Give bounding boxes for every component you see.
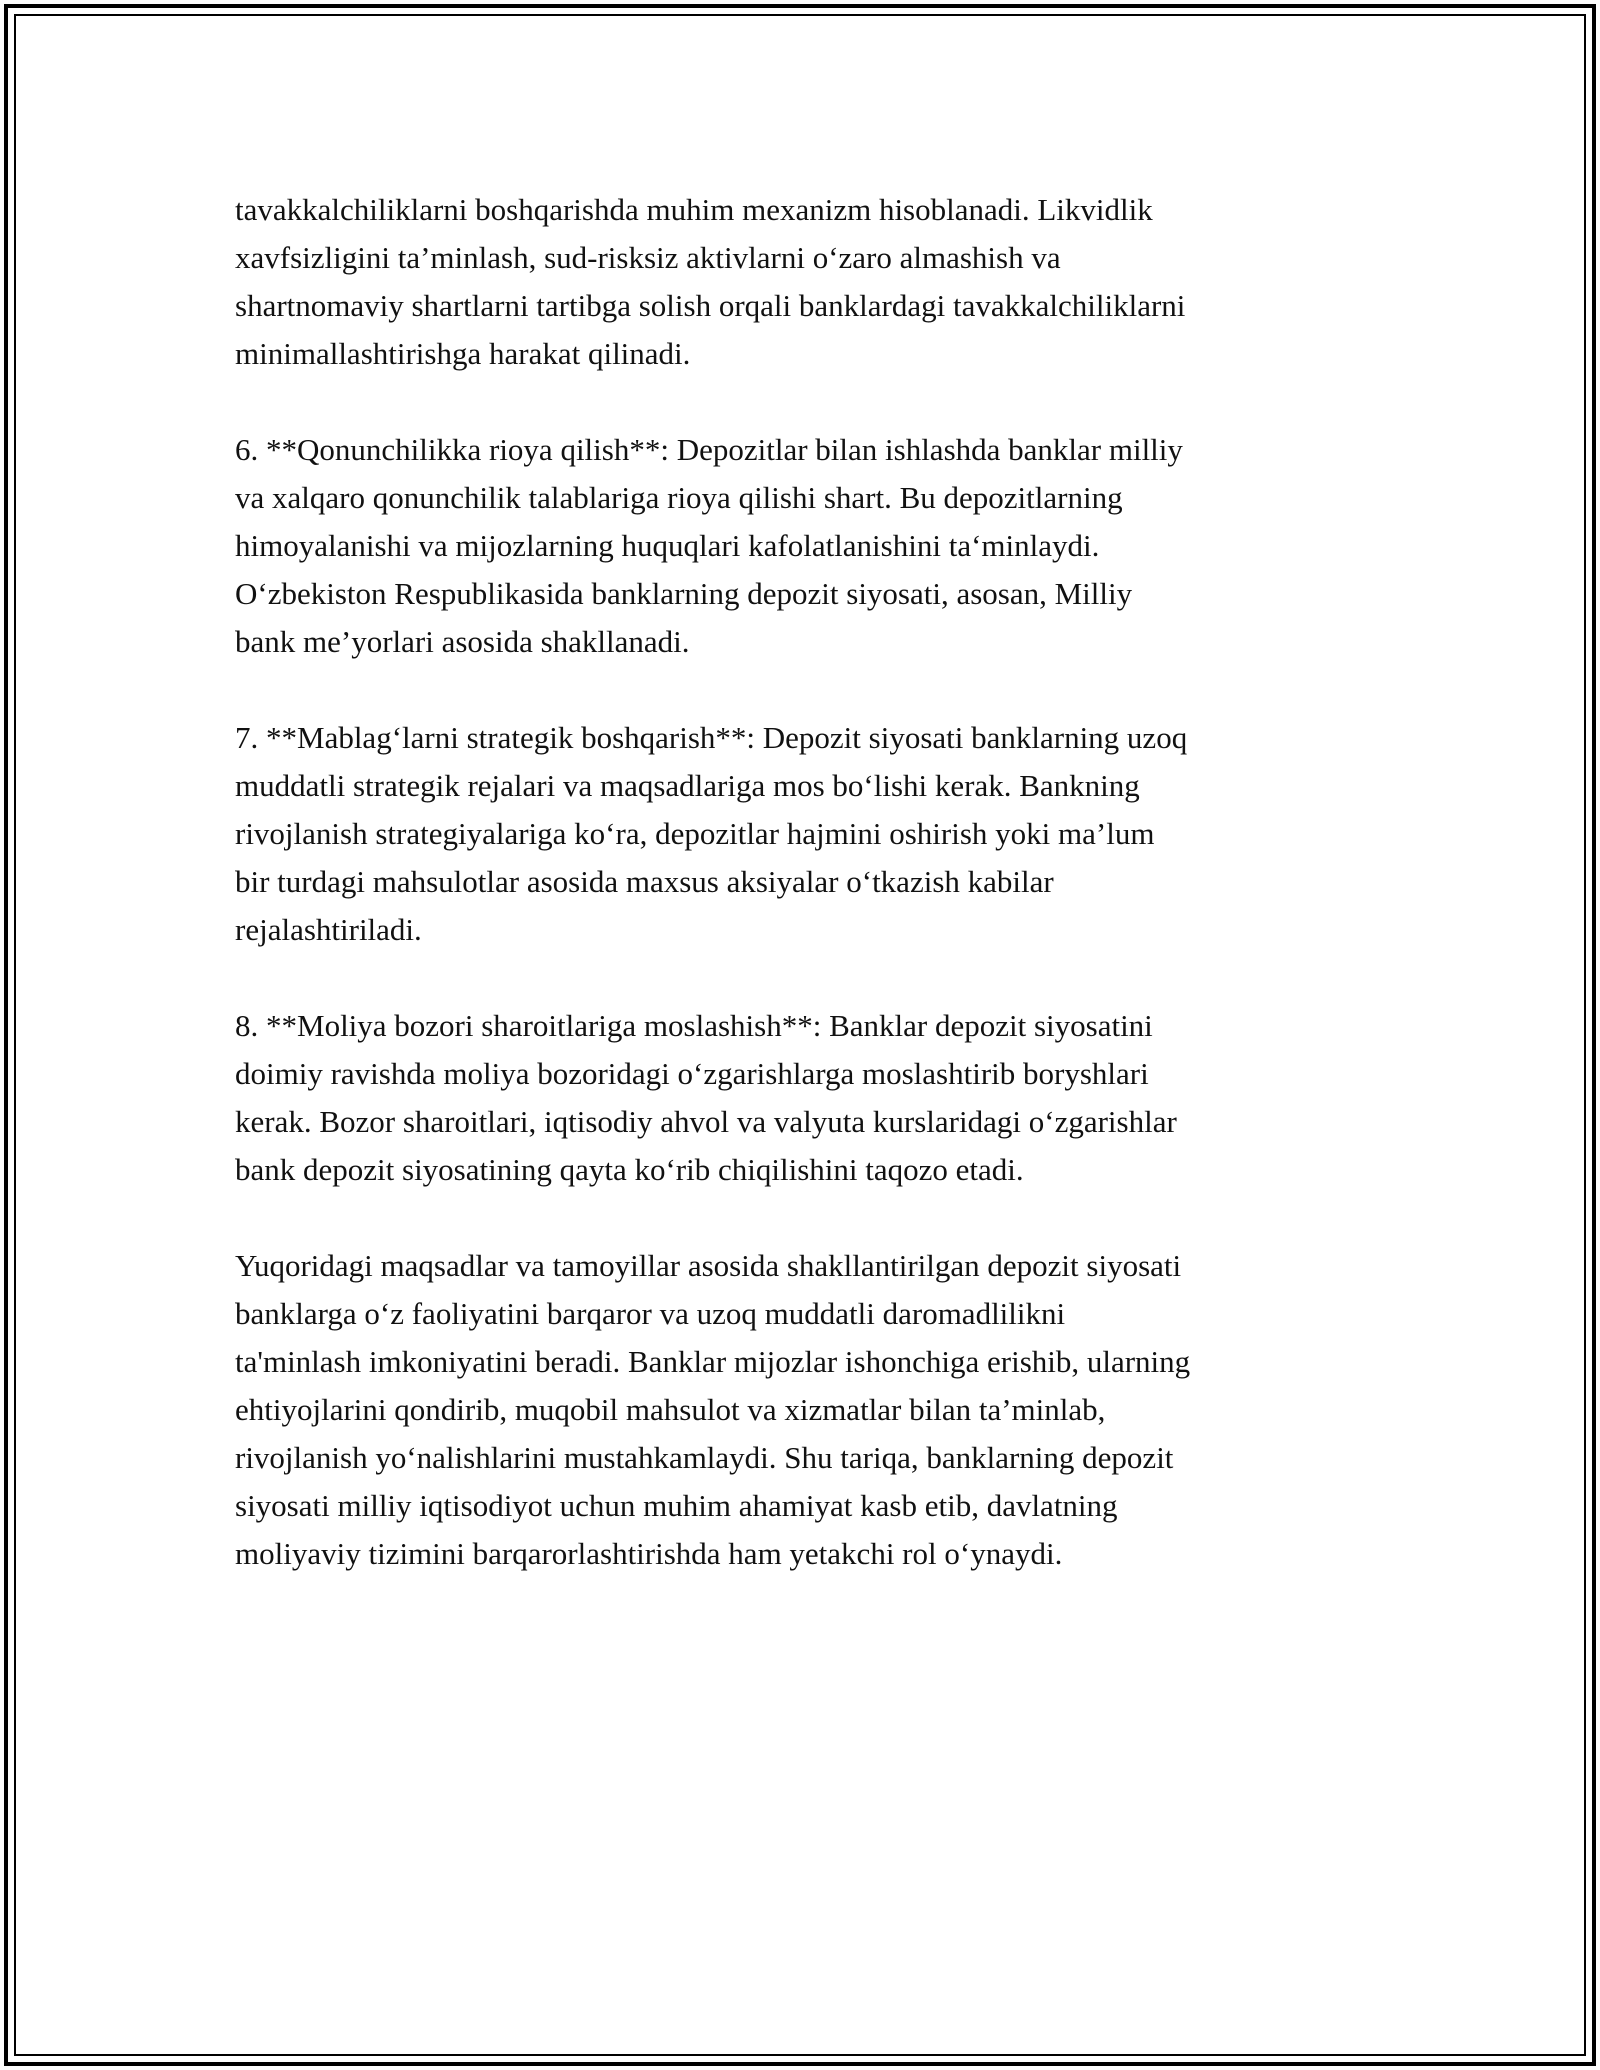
text-line: bank me’yorlari asosida shakllanadi. <box>235 624 690 659</box>
text-line: himoyalanishi va mijozlarning huquqlari kafolatlanishini ta‘minlaydi. <box>235 528 1100 563</box>
text-line: 7. **Mablag‘larni strategik boshqarish**: Depozit siyosati banklarning uzoq <box>235 720 1188 755</box>
text-line: Yuqoridagi maqsadlar va tamoyillar asosida shakllantirilgan depozit siyosati <box>235 1248 1182 1283</box>
paragraph-conclusion <box>235 1242 1375 1578</box>
document-body <box>235 186 1375 1626</box>
paragraph-risk-management <box>235 186 1375 378</box>
text-line: bank depozit siyosatining qayta ko‘rib chiqilishini taqozo etadi. <box>235 1152 1024 1187</box>
text-line: shartnomaviy shartlarni tartibga solish orqali banklardagi tavakkalchiliklarni <box>235 288 1186 323</box>
paragraph-item-7-strategic-management <box>235 714 1375 954</box>
text-line: siyosati milliy iqtisodiyot uchun muhim ahamiyat kasb etib, davlatning <box>235 1488 1118 1523</box>
paragraph-item-8-market-adaptation <box>235 1002 1375 1194</box>
text-line: 6. **Qonunchilikka rioya qilish**: Depozitlar bilan ishlashda banklar milliy <box>235 432 1183 467</box>
text-line: moliyaviy tizimini barqarorlashtirishda ham yetakchi rol o‘ynaydi. <box>235 1536 1063 1571</box>
text-line: muddatli strategik rejalari va maqsadlariga mos bo‘lishi kerak. Bankning <box>235 768 1140 803</box>
text-line: kerak. Bozor sharoitlari, iqtisodiy ahvol va valyuta kurslaridagi o‘zgarishlar <box>235 1104 1177 1139</box>
text-line: doimiy ravishda moliya bozoridagi o‘zgarishlarga moslashtirib boryshlari <box>235 1056 1149 1091</box>
text-line: tavakkalchiliklarni boshqarishda muhim mexanizm hisoblanadi. Likvidlik <box>235 192 1153 227</box>
text-line: va xalqaro qonunchilik talablariga rioya qilishi shart. Bu depozitlarning <box>235 480 1123 515</box>
text-line: minimallashtirishga harakat qilinadi. <box>235 336 691 371</box>
text-line: ta'minlash imkoniyatini beradi. Banklar mijozlar ishonchiga erishib, ularning <box>235 1344 1191 1379</box>
text-line: 8. **Moliya bozori sharoitlariga moslashish**: Banklar depozit siyosatini <box>235 1008 1153 1043</box>
text-line: xavfsizligini ta’minlash, sud-risksiz aktivlarni o‘zaro almashish va <box>235 240 1061 275</box>
text-line: banklarga o‘z faoliyatini barqaror va uzoq muddatli daromadlilikni <box>235 1296 1066 1331</box>
text-line: bir turdagi mahsulotlar asosida maxsus aksiyalar o‘tkazish kabilar <box>235 864 1054 899</box>
text-line: rivojlanish strategiyalariga ko‘ra, depozitlar hajmini oshirish yoki ma’lum <box>235 816 1155 851</box>
text-line: rivojlanish yo‘nalishlarini mustahkamlaydi. Shu tariqa, banklarning depozit <box>235 1440 1174 1475</box>
paragraph-item-6-legal-compliance <box>235 426 1375 666</box>
text-line: ehtiyojlarini qondirib, muqobil mahsulot va xizmatlar bilan ta’minlab, <box>235 1392 1106 1427</box>
text-line: rejalashtiriladi. <box>235 912 422 947</box>
text-line: O‘zbekiston Respublikasida banklarning depozit siyosati, asosan, Milliy <box>235 576 1133 611</box>
